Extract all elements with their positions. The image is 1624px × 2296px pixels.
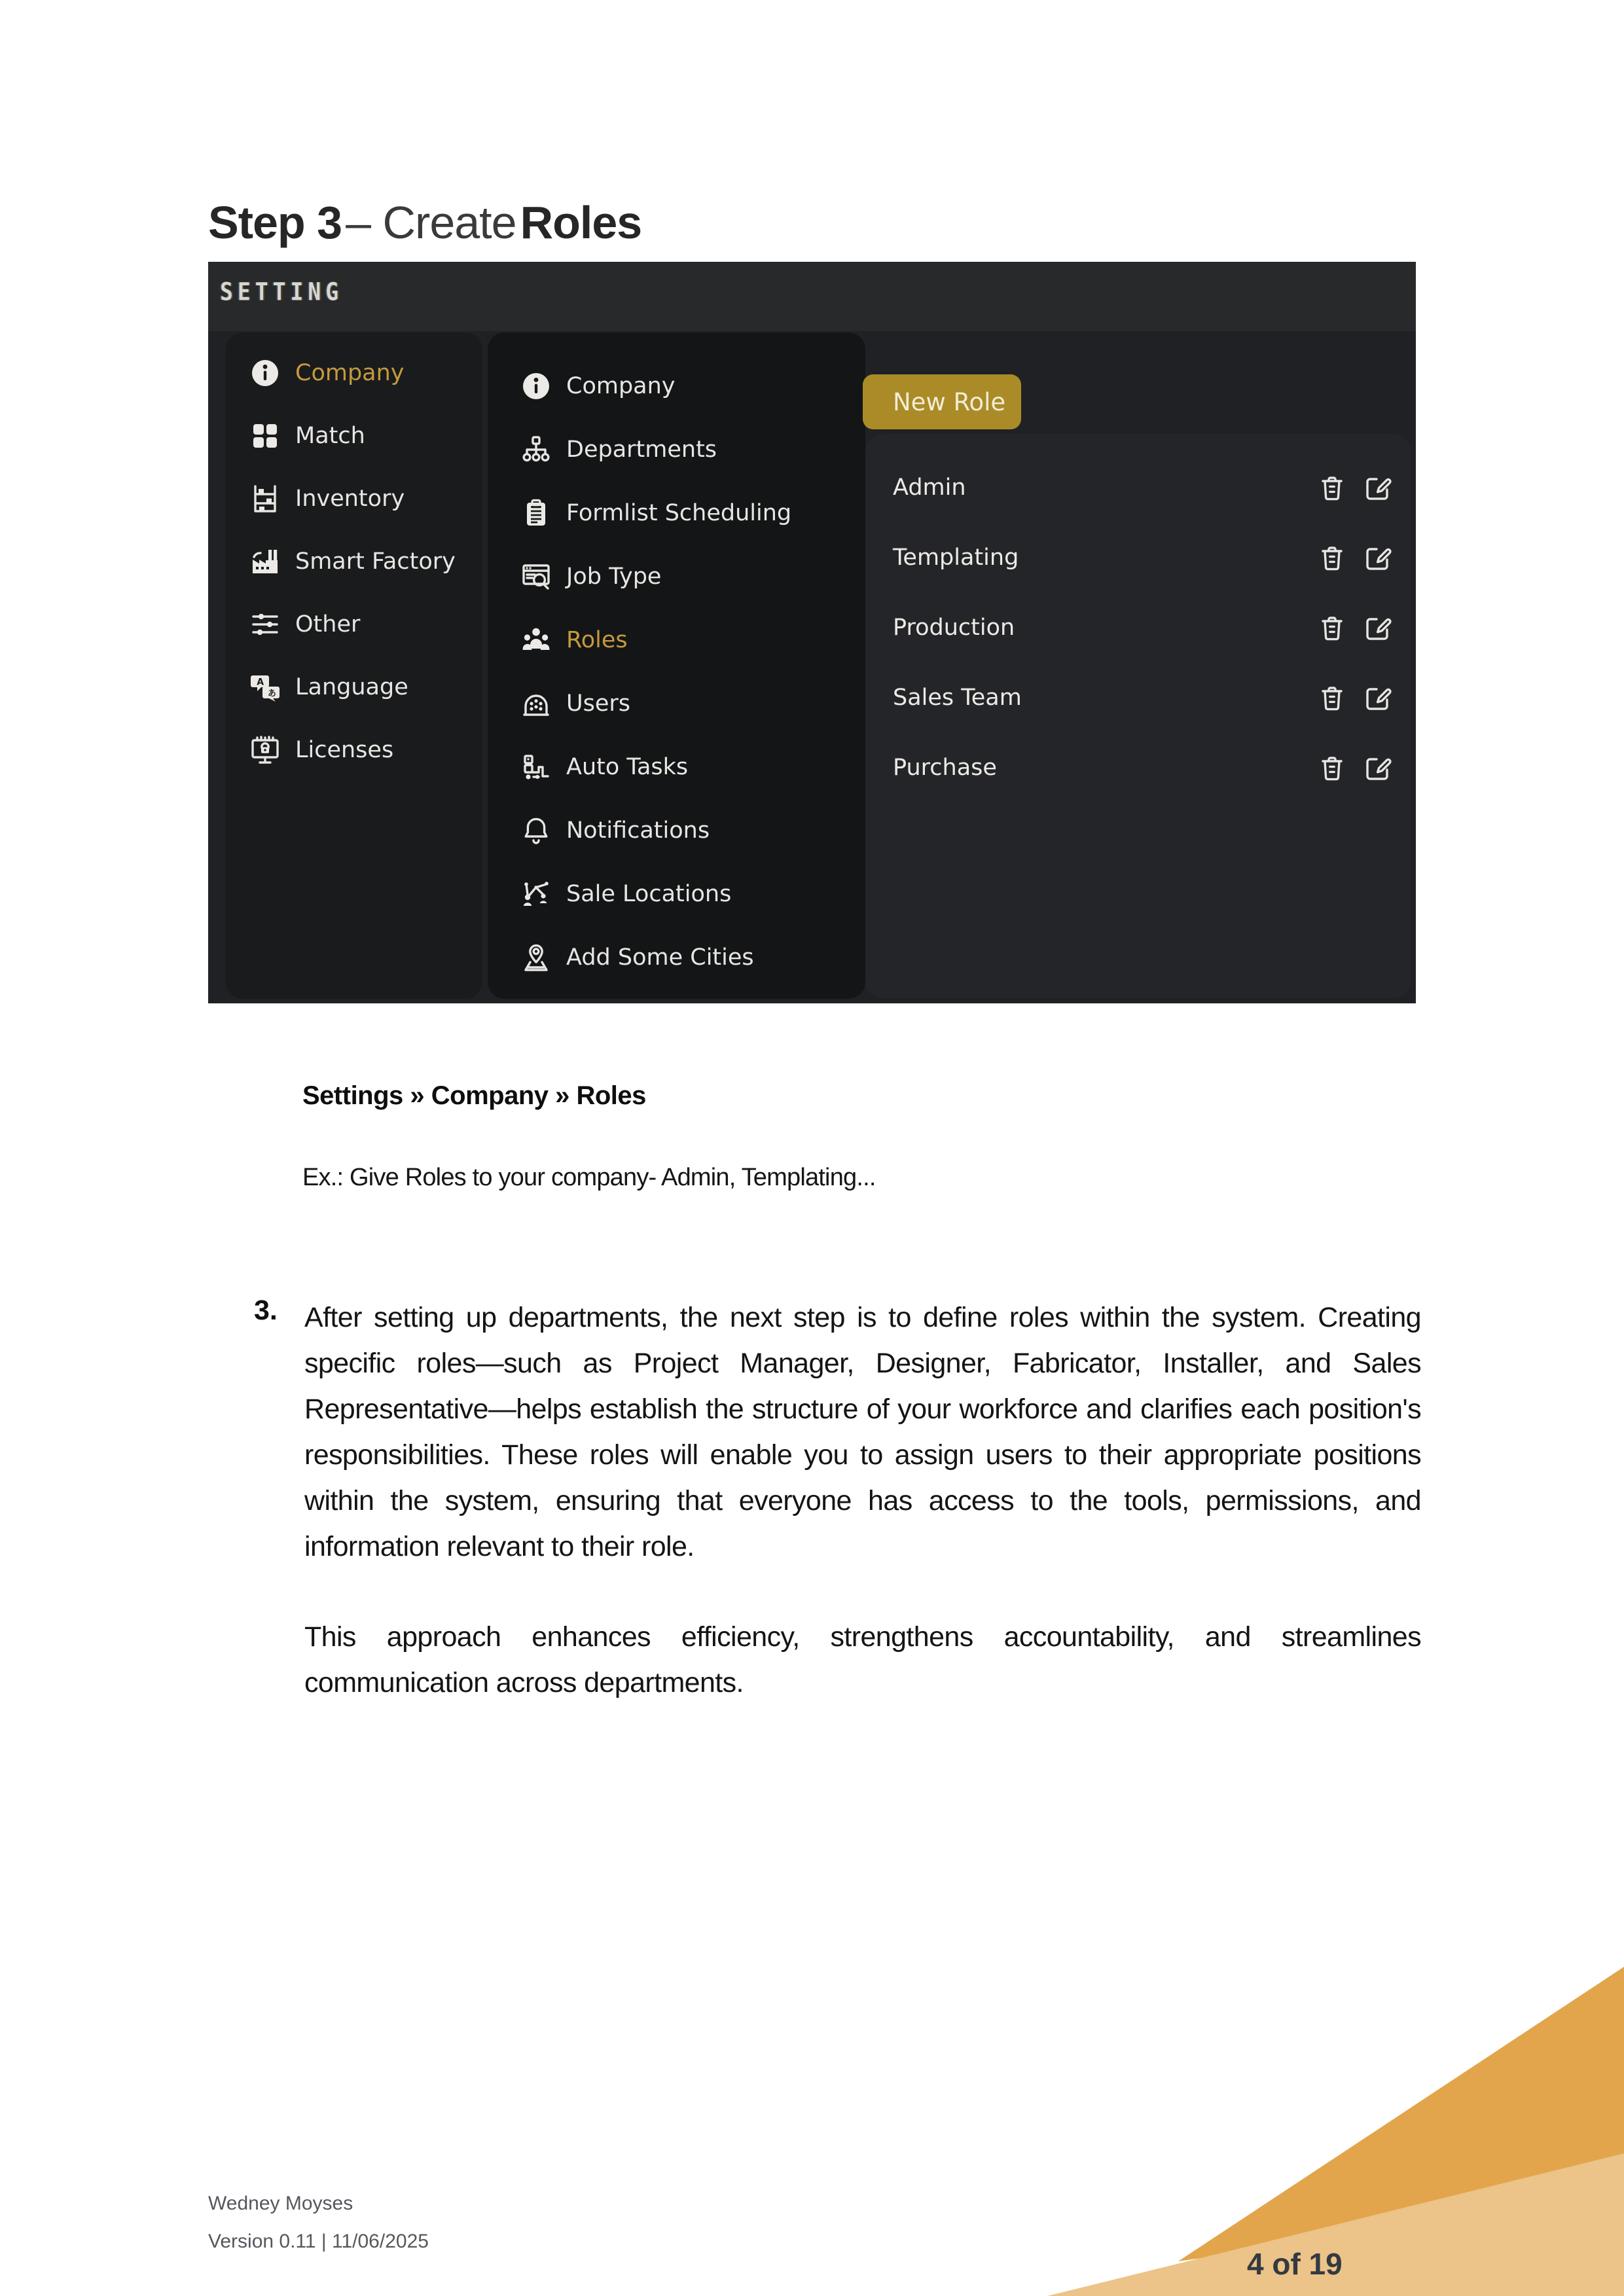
delete-role-icon[interactable] (1316, 472, 1348, 503)
factory-icon (249, 546, 281, 577)
role-row-admin (865, 461, 1411, 514)
edit-role-icon[interactable] (1362, 612, 1394, 643)
settings-app-screenshot (208, 262, 1416, 1003)
org-chart-icon (520, 434, 552, 465)
sidebar-item-label: Language (295, 674, 408, 700)
edit-role-icon[interactable] (1362, 472, 1394, 503)
sidebar-item-language[interactable] (249, 668, 408, 707)
menu-item-sale-locations[interactable] (520, 874, 731, 914)
users-group-icon (520, 688, 552, 719)
role-row-templating (865, 531, 1411, 584)
title-object: Roles (520, 197, 642, 248)
body-paragraph-2: This approach enhances efficiency, strengthens accountability, and streamlines communication across departments. (304, 1621, 1421, 1698)
app-logo: SETTING (220, 277, 344, 306)
new-role-button-label: New Role (893, 387, 1006, 416)
sliders-icon (249, 609, 281, 640)
role-name: Production (893, 615, 1015, 641)
app-header-bar (208, 262, 1416, 331)
roles-people-icon (520, 624, 552, 656)
menu-item-label: Departments (566, 437, 717, 463)
list-item-number: 3. (254, 1295, 278, 1326)
role-name: Admin (893, 475, 966, 501)
settings-sidebar (226, 332, 482, 999)
delete-role-icon[interactable] (1316, 612, 1348, 643)
title-step: Step 3 (208, 197, 342, 248)
clipboard-icon (520, 497, 552, 529)
bell-icon (520, 815, 552, 846)
sidebar-item-licenses[interactable] (249, 730, 393, 770)
caption-example: Ex.: Give Roles to your company- Admin, Templating... (302, 1164, 876, 1191)
translate-icon (249, 672, 281, 703)
menu-item-formlist-scheduling[interactable] (520, 493, 791, 533)
sidebar-item-label: Match (295, 423, 365, 449)
menu-item-label: Notifications (566, 817, 710, 844)
network-people-icon (520, 878, 552, 910)
edit-role-icon[interactable] (1362, 542, 1394, 573)
menu-item-label: Company (566, 373, 676, 399)
menu-item-label: Formlist Scheduling (566, 500, 792, 526)
edit-role-icon[interactable] (1362, 682, 1394, 713)
menu-item-label: Auto Tasks (566, 754, 689, 780)
menu-item-users[interactable] (520, 684, 630, 723)
breadcrumb: Settings » Company » Roles (302, 1081, 646, 1110)
footer-author: Wedney Moyses (208, 2193, 353, 2214)
role-name: Sales Team (893, 685, 1022, 711)
menu-item-add-some-cities[interactable] (520, 938, 754, 977)
map-pin-icon (520, 942, 552, 973)
sidebar-item-company[interactable] (249, 353, 405, 393)
menu-item-label: Add Some Cities (566, 944, 754, 971)
body-paragraph-1: After setting up departments, the next step is to define roles within the system. Creating specific roles—such as Project Manager, Designer, Fabricator, Installer, and Sales Representative—helps establish the structure of your workforce and clarifies each position's responsibilities. These roles will enable you to assign users to their appropriate positions within the system, ensuring that everyone has access to the tools, permissions, and information relevant to their role. (304, 1302, 1421, 1562)
forklift-icon (520, 751, 552, 783)
menu-item-departments[interactable] (520, 430, 717, 469)
sidebar-item-inventory[interactable] (249, 479, 405, 518)
delete-role-icon[interactable] (1316, 752, 1348, 783)
page-title (208, 196, 641, 249)
menu-item-label: Roles (566, 627, 628, 653)
menu-item-roles[interactable] (520, 620, 628, 660)
title-connector: – Create (346, 197, 516, 248)
delete-role-icon[interactable] (1316, 682, 1348, 713)
sidebar-item-match[interactable] (249, 416, 365, 456)
menu-item-label: Sale Locations (566, 881, 732, 907)
menu-item-job-type[interactable] (520, 557, 661, 596)
footer-version: Version 0.11 | 11/06/2025 (208, 2231, 429, 2252)
body-text-block (304, 1295, 1421, 1706)
delete-role-icon[interactable] (1316, 542, 1348, 573)
sidebar-item-label: Licenses (295, 737, 394, 763)
job-search-icon (520, 561, 552, 592)
grid-icon (249, 420, 281, 452)
menu-item-notifications[interactable] (520, 811, 710, 850)
menu-item-label: Users (566, 691, 631, 717)
role-row-purchase (865, 742, 1411, 794)
svg-text:あ: あ (268, 689, 276, 699)
menu-item-label: Job Type (566, 564, 662, 590)
new-role-button[interactable] (863, 374, 1021, 429)
info-icon (249, 357, 281, 389)
sidebar-item-other[interactable] (249, 605, 360, 644)
role-row-sales-team (865, 672, 1411, 724)
edit-role-icon[interactable] (1362, 752, 1394, 783)
company-settings-menu (488, 332, 865, 999)
role-name: Templating (893, 545, 1019, 571)
sidebar-item-label: Company (295, 360, 405, 386)
license-monitor-icon (249, 734, 281, 766)
page-number: 4 of 19 (1247, 2247, 1343, 2281)
svg-text:A: A (257, 677, 264, 688)
sidebar-item-label: Other (295, 611, 361, 637)
sidebar-item-label: Inventory (295, 486, 405, 512)
menu-item-auto-tasks[interactable] (520, 747, 688, 787)
role-row-production (865, 601, 1411, 654)
roles-list-panel (865, 434, 1411, 998)
sidebar-item-label: Smart Factory (295, 548, 456, 575)
sidebar-item-smart-factory[interactable] (249, 542, 456, 581)
info-icon (520, 370, 552, 402)
role-name: Purchase (893, 755, 997, 781)
menu-item-company[interactable] (520, 367, 676, 406)
shelf-icon (249, 483, 281, 514)
